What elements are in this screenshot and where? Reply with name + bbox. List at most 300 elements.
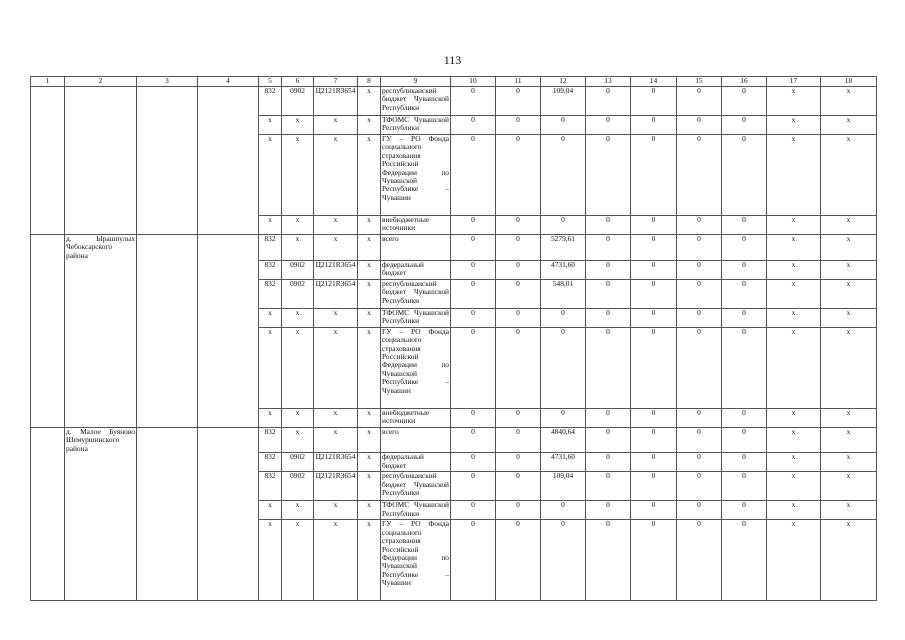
- table-cell: x: [821, 327, 877, 408]
- table-cell: 0: [451, 427, 496, 453]
- table-cell: 0: [722, 472, 767, 501]
- table-cell: 0: [677, 520, 722, 601]
- table-cell: 0: [722, 260, 767, 279]
- table-cell: 0: [496, 453, 541, 472]
- table-cell: x: [314, 520, 358, 601]
- table-cell: 0: [677, 260, 722, 279]
- table-cell: x: [314, 501, 358, 520]
- table-cell: x: [821, 408, 877, 427]
- table-cell: 0: [722, 327, 767, 408]
- empty-cell: [65, 116, 137, 135]
- table-cell: 0: [586, 216, 631, 235]
- table-cell: x: [767, 501, 821, 520]
- table-cell: x: [767, 408, 821, 427]
- table-row: [31, 427, 877, 453]
- table-cell: x: [821, 472, 877, 501]
- empty-cell: [137, 520, 198, 601]
- table-cell: 0: [451, 216, 496, 235]
- table-cell: 0: [677, 472, 722, 501]
- table-cell: 0: [677, 279, 722, 308]
- empty-cell: [137, 135, 198, 216]
- table-cell: 0: [541, 216, 586, 235]
- table-cell: x: [259, 135, 282, 216]
- table-cell: x: [821, 520, 877, 601]
- empty-cell: [198, 308, 259, 327]
- table-cell: 0: [451, 235, 496, 261]
- table-cell: 0: [496, 116, 541, 135]
- empty-cell: [31, 408, 65, 427]
- empty-cell: [31, 87, 65, 116]
- table-row: [31, 87, 877, 116]
- table-cell: x: [282, 427, 314, 453]
- page-number: 113: [443, 53, 462, 67]
- funding-source: ТФОМС Чувашской Республики: [381, 116, 451, 135]
- table-cell: x: [821, 260, 877, 279]
- table-cell: 0: [722, 279, 767, 308]
- empty-cell: [31, 501, 65, 520]
- table-cell: 0: [496, 308, 541, 327]
- table-cell: 0: [677, 216, 722, 235]
- empty-cell: [65, 135, 137, 216]
- table-cell: x: [821, 453, 877, 472]
- column-header: 2: [65, 77, 137, 87]
- column-header: 14: [631, 77, 677, 87]
- table-cell: 0: [677, 308, 722, 327]
- table-cell: 0: [496, 472, 541, 501]
- table-cell: 0: [496, 279, 541, 308]
- table-row: [31, 501, 877, 520]
- table-cell: x: [358, 87, 381, 116]
- empty-cell: [198, 453, 259, 472]
- table-cell: 0: [677, 427, 722, 453]
- table-cell: x: [767, 453, 821, 472]
- column-header: 15: [677, 77, 722, 87]
- empty-cell: [137, 308, 198, 327]
- table-cell: 0902: [282, 260, 314, 279]
- table-cell: 0: [496, 135, 541, 216]
- table-cell: x: [259, 327, 282, 408]
- table-cell: 0: [677, 87, 722, 116]
- table-cell: 0: [586, 279, 631, 308]
- table-cell: x: [282, 216, 314, 235]
- table-cell: x: [767, 472, 821, 501]
- empty-cell: [198, 235, 259, 261]
- table-cell: x: [282, 327, 314, 408]
- table-cell: 0: [586, 260, 631, 279]
- table-cell: 0: [496, 520, 541, 601]
- funding-source: всего: [381, 235, 451, 261]
- table-cell: x: [259, 308, 282, 327]
- column-header: 8: [358, 77, 381, 87]
- table-cell: 0: [631, 501, 677, 520]
- table-cell: 0: [451, 279, 496, 308]
- table-cell: x: [282, 520, 314, 601]
- column-header: 1: [31, 77, 65, 87]
- table-cell: 0: [722, 453, 767, 472]
- empty-cell: [65, 501, 137, 520]
- table-cell: 0: [586, 408, 631, 427]
- table-cell: 0: [677, 501, 722, 520]
- table-cell: x: [259, 408, 282, 427]
- table-cell: 0: [722, 308, 767, 327]
- table-cell: 832: [259, 235, 282, 261]
- table-cell: x: [767, 279, 821, 308]
- table-cell: 0: [631, 135, 677, 216]
- table-row: [31, 216, 877, 235]
- table-cell: 0: [631, 260, 677, 279]
- table-cell: 0: [451, 260, 496, 279]
- table-cell: 0: [586, 308, 631, 327]
- table-cell: x: [358, 408, 381, 427]
- table-row: [31, 279, 877, 308]
- empty-cell: [137, 427, 198, 453]
- table-cell: x: [282, 408, 314, 427]
- table-cell: 0: [631, 427, 677, 453]
- table-cell: 109,04: [541, 87, 586, 116]
- funding-source: республиканский бюджет Чувашской Республики: [381, 279, 451, 308]
- empty-cell: [31, 260, 65, 279]
- table-cell: 0902: [282, 453, 314, 472]
- table-cell: 0: [541, 408, 586, 427]
- table-cell: 832: [259, 472, 282, 501]
- table-cell: 0: [677, 408, 722, 427]
- table-cell: x: [767, 135, 821, 216]
- table-cell: 0: [451, 501, 496, 520]
- table-row: [31, 453, 877, 472]
- funding-source: республиканский бюджет Чувашской Республики: [381, 472, 451, 501]
- empty-cell: [65, 472, 137, 501]
- table-cell: 0: [631, 453, 677, 472]
- table-cell: x: [314, 116, 358, 135]
- table-cell: 0: [541, 116, 586, 135]
- empty-cell: [198, 427, 259, 453]
- table-cell: x: [821, 427, 877, 453]
- table-cell: x: [821, 116, 877, 135]
- table-cell: x: [767, 520, 821, 601]
- table-cell: 0: [722, 216, 767, 235]
- empty-cell: [65, 408, 137, 427]
- empty-cell: [31, 427, 65, 453]
- table-cell: x: [259, 501, 282, 520]
- column-header: 5: [259, 77, 282, 87]
- table-cell: x: [259, 216, 282, 235]
- empty-cell: [65, 279, 137, 308]
- settlement-name: д. Малое Буяново Шемуршинского района: [66, 427, 135, 453]
- table-cell: 832: [259, 87, 282, 116]
- table-cell: 0902: [282, 279, 314, 308]
- empty-cell: [198, 501, 259, 520]
- funding-source: республиканский бюджет Чувашской Республики: [381, 87, 451, 116]
- empty-cell: [65, 327, 137, 408]
- table-cell: 0: [677, 135, 722, 216]
- column-header: 4: [198, 77, 259, 87]
- funding-source: внебюджетные источники: [381, 216, 451, 235]
- table-cell: 0: [451, 327, 496, 408]
- empty-cell: [137, 453, 198, 472]
- table-cell: 0: [631, 216, 677, 235]
- table-cell: Ц2121R3654: [314, 260, 358, 279]
- table-cell: x: [358, 260, 381, 279]
- table-cell: x: [314, 327, 358, 408]
- empty-cell: [31, 235, 65, 261]
- table-cell: 0: [677, 453, 722, 472]
- table-cell: Ц2121R3654: [314, 472, 358, 501]
- empty-cell: [65, 87, 137, 116]
- empty-cell: [65, 260, 137, 279]
- table-cell: 0: [451, 453, 496, 472]
- empty-cell: [198, 472, 259, 501]
- table-cell: 0: [496, 235, 541, 261]
- table-cell: x: [314, 427, 358, 453]
- table-cell: x: [358, 216, 381, 235]
- table-row: [31, 308, 877, 327]
- table-cell: 0: [631, 308, 677, 327]
- table-cell: x: [767, 427, 821, 453]
- table-cell: x: [282, 501, 314, 520]
- settlement-name: д. Ырашпулых Чебоксарского района: [66, 234, 135, 260]
- table-cell: 0: [451, 135, 496, 216]
- table-cell: x: [314, 235, 358, 261]
- column-header: 9: [381, 77, 451, 87]
- empty-cell: [137, 279, 198, 308]
- table-row: [31, 116, 877, 135]
- table-cell: 0: [722, 427, 767, 453]
- column-header: 10: [451, 77, 496, 87]
- table-cell: 0: [631, 235, 677, 261]
- table-cell: 0: [451, 116, 496, 135]
- table-cell: 0: [586, 501, 631, 520]
- table-cell: x: [358, 327, 381, 408]
- table-cell: 832: [259, 453, 282, 472]
- table-cell: 0: [586, 235, 631, 261]
- table-cell: 0: [631, 520, 677, 601]
- empty-cell: [137, 216, 198, 235]
- empty-cell: [31, 327, 65, 408]
- table-cell: 0: [586, 116, 631, 135]
- table-cell: 0: [677, 235, 722, 261]
- funding-source: ГУ – РО Фонда социального страхования Российской Федерации по Чувашской Республике – Чувашии: [381, 135, 451, 216]
- empty-cell: [198, 135, 259, 216]
- table-cell: 0: [541, 135, 586, 216]
- empty-cell: [65, 216, 137, 235]
- empty-cell: [65, 453, 137, 472]
- table-cell: 0: [677, 116, 722, 135]
- table-cell: 0: [631, 116, 677, 135]
- table-cell: x: [314, 408, 358, 427]
- table-cell: Ц2121R3654: [314, 453, 358, 472]
- table-cell: Ц2121R3654: [314, 87, 358, 116]
- table-cell: 0: [496, 408, 541, 427]
- table-cell: x: [314, 216, 358, 235]
- table-row: [31, 408, 877, 427]
- table-row: [31, 235, 877, 261]
- table-cell: 0: [496, 327, 541, 408]
- table-cell: 0: [586, 327, 631, 408]
- table-row: [31, 327, 877, 408]
- table-row: [31, 520, 877, 601]
- empty-cell: [137, 327, 198, 408]
- empty-cell: [137, 116, 198, 135]
- table-cell: x: [259, 520, 282, 601]
- column-header: 13: [586, 77, 631, 87]
- table-cell: x: [358, 520, 381, 601]
- empty-cell: [198, 520, 259, 601]
- table-cell: x: [767, 260, 821, 279]
- table-cell: x: [767, 235, 821, 261]
- empty-cell: [137, 235, 198, 261]
- table-cell: x: [767, 308, 821, 327]
- table-cell: 109,04: [541, 472, 586, 501]
- funding-source: внебюджетные источники: [381, 408, 451, 427]
- table-cell: x: [358, 453, 381, 472]
- funding-source: ТФОМС Чувашской Республики: [381, 501, 451, 520]
- table-cell: 832: [259, 427, 282, 453]
- table-cell: 0: [586, 87, 631, 116]
- table-cell: 0: [722, 235, 767, 261]
- table-cell: Ц2121R3654: [314, 279, 358, 308]
- column-header: 16: [722, 77, 767, 87]
- column-header: 11: [496, 77, 541, 87]
- table-cell: x: [821, 216, 877, 235]
- table-cell: x: [821, 87, 877, 116]
- empty-cell: [198, 279, 259, 308]
- table-cell: x: [767, 87, 821, 116]
- table-cell: x: [767, 327, 821, 408]
- column-header: 6: [282, 77, 314, 87]
- table-cell: 0: [496, 427, 541, 453]
- table-cell: 0: [631, 408, 677, 427]
- table-cell: x: [358, 427, 381, 453]
- funding-source: федеральный бюджет: [381, 260, 451, 279]
- empty-cell: [137, 472, 198, 501]
- table-cell: 0: [722, 135, 767, 216]
- table-cell: x: [314, 308, 358, 327]
- table-cell: 0: [631, 327, 677, 408]
- table-row: [31, 135, 877, 216]
- table-cell: 0: [677, 327, 722, 408]
- table-cell: x: [358, 116, 381, 135]
- empty-cell: [31, 453, 65, 472]
- column-header: 3: [137, 77, 198, 87]
- table-cell: x: [358, 235, 381, 261]
- table-cell: 0: [451, 520, 496, 601]
- table-cell: 0: [722, 116, 767, 135]
- table-cell: 0: [631, 279, 677, 308]
- table-cell: 4731,60: [541, 260, 586, 279]
- empty-cell: [198, 87, 259, 116]
- table-cell: 0: [496, 216, 541, 235]
- table-cell: 0902: [282, 87, 314, 116]
- empty-cell: [31, 216, 65, 235]
- column-header: 12: [541, 77, 586, 87]
- empty-cell: [65, 520, 137, 601]
- table-cell: x: [358, 472, 381, 501]
- funding-source: ТФОМС Чувашской Республики: [381, 308, 451, 327]
- table-cell: x: [282, 135, 314, 216]
- table-cell: 0: [586, 472, 631, 501]
- funding-source: ГУ – РО Фонда социального страхования Российской Федерации по Чувашской Республике – Чувашии: [381, 520, 451, 601]
- empty-cell: [137, 260, 198, 279]
- table-cell: 0: [541, 308, 586, 327]
- funding-source: всего: [381, 427, 451, 453]
- table-cell: 832: [259, 279, 282, 308]
- table-cell: x: [821, 308, 877, 327]
- table-cell: x: [821, 501, 877, 520]
- table-cell: 0: [586, 453, 631, 472]
- table-cell: x: [314, 135, 358, 216]
- table-cell: x: [821, 135, 877, 216]
- table-cell: 0: [541, 520, 586, 601]
- empty-cell: [137, 87, 198, 116]
- empty-cell: [31, 472, 65, 501]
- table-row: [31, 260, 877, 279]
- table-cell: 0: [586, 427, 631, 453]
- empty-cell: [31, 135, 65, 216]
- table-cell: 0: [496, 260, 541, 279]
- table-cell: x: [821, 279, 877, 308]
- table-cell: 0: [496, 501, 541, 520]
- table-cell: x: [358, 135, 381, 216]
- table-cell: 0: [496, 87, 541, 116]
- table-cell: 0: [586, 520, 631, 601]
- table-cell: x: [358, 308, 381, 327]
- table-cell: x: [767, 216, 821, 235]
- table-cell: x: [282, 235, 314, 261]
- table-cell: 0902: [282, 472, 314, 501]
- empty-cell: [198, 260, 259, 279]
- table-cell: 0: [541, 327, 586, 408]
- column-header: 7: [314, 77, 358, 87]
- funding-source: федеральный бюджет: [381, 453, 451, 472]
- table-cell: x: [282, 308, 314, 327]
- empty-cell: [198, 116, 259, 135]
- table-row: [31, 472, 877, 501]
- table-cell: 0: [451, 472, 496, 501]
- table-cell: 0: [722, 87, 767, 116]
- empty-cell: [137, 501, 198, 520]
- table-cell: 5279,61: [541, 235, 586, 261]
- empty-cell: [31, 520, 65, 601]
- table-cell: x: [821, 235, 877, 261]
- table-cell: 548,01: [541, 279, 586, 308]
- header-row: [31, 77, 877, 87]
- table-cell: 0: [722, 408, 767, 427]
- empty-cell: [198, 408, 259, 427]
- table-cell: 0: [631, 87, 677, 116]
- table-cell: 0: [631, 472, 677, 501]
- table-cell: x: [358, 501, 381, 520]
- column-header: 18: [821, 77, 877, 87]
- empty-cell: [31, 308, 65, 327]
- empty-cell: [31, 116, 65, 135]
- empty-cell: [198, 216, 259, 235]
- table-cell: 0: [586, 135, 631, 216]
- table-cell: 0: [451, 308, 496, 327]
- table-cell: x: [767, 116, 821, 135]
- empty-cell: [65, 308, 137, 327]
- budget-table: [30, 76, 877, 601]
- table-cell: x: [282, 116, 314, 135]
- table-cell: 0: [451, 408, 496, 427]
- empty-cell: [31, 279, 65, 308]
- table-cell: 0: [722, 501, 767, 520]
- empty-cell: [137, 408, 198, 427]
- column-header: 17: [767, 77, 821, 87]
- empty-cell: [198, 327, 259, 408]
- table-cell: 0: [451, 87, 496, 116]
- table-cell: 0: [722, 520, 767, 601]
- funding-source: ГУ – РО Фонда социального страхования Российской Федерации по Чувашской Республике – Чувашии: [381, 327, 451, 408]
